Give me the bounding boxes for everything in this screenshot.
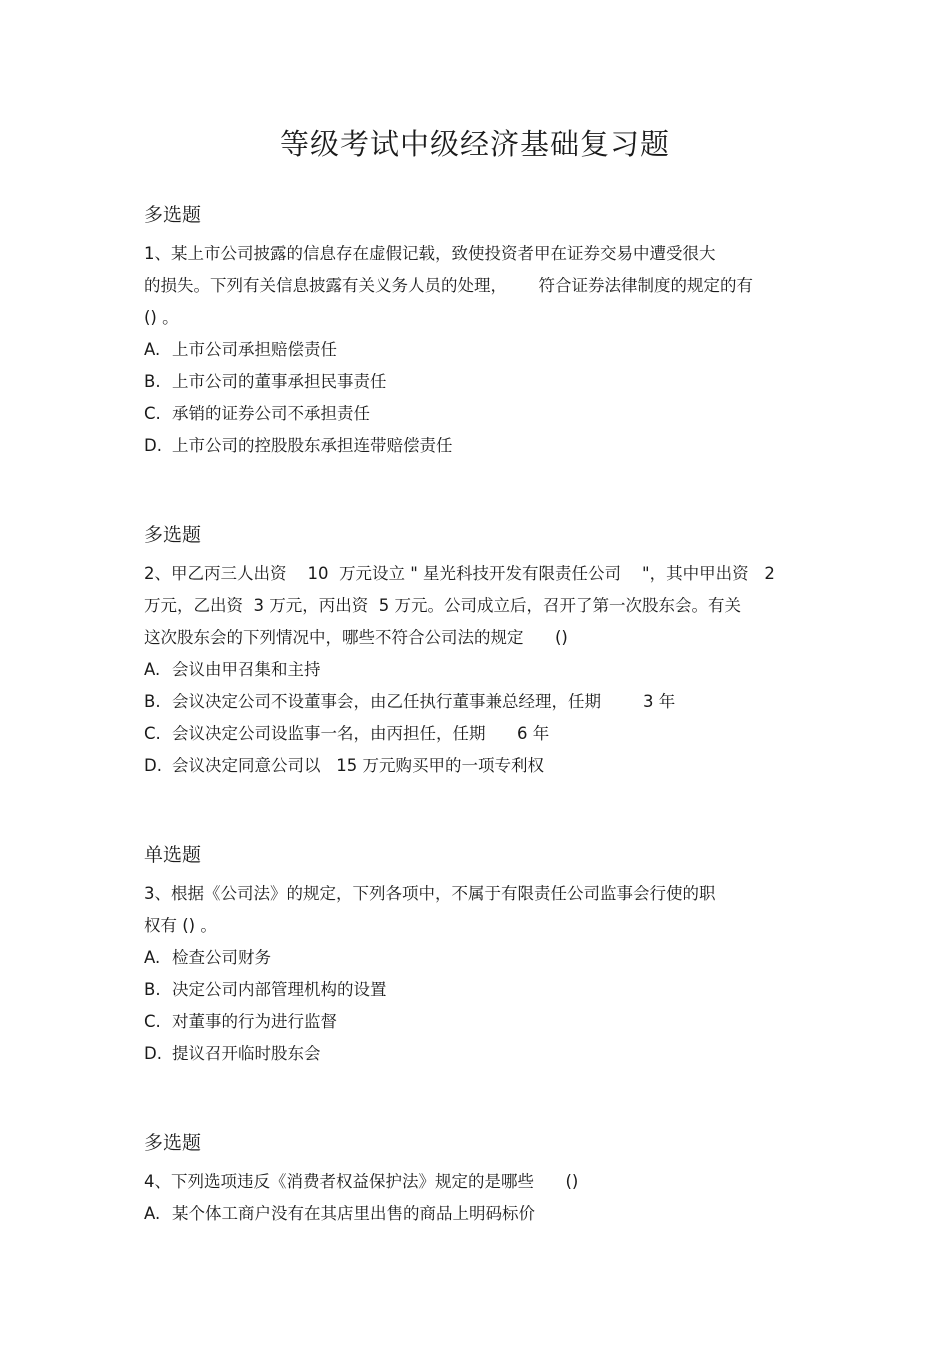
option-a <box>144 334 824 366</box>
question-stem-line: 2、甲乙丙三人出资 10 万元设立 " 星光科技开发有限责任公司 "，其中甲出资 2 <box>144 564 775 583</box>
option-letter: A. <box>144 948 161 967</box>
option-d <box>144 1038 824 1070</box>
question-type: 多选题 <box>144 1132 202 1154</box>
question-stem-line: 这次股东会的下列情况中，哪些不符合公司法的规定 () <box>144 628 568 647</box>
option-d <box>144 430 824 462</box>
question-stem-line: 4、下列选项违反《消费者权益保护法》规定的是哪些 () <box>144 1172 579 1191</box>
question-stem-line: 的损失。下列有关信息披露有关义务人员的处理， 符合证券法律制度的规定的有 <box>144 276 753 295</box>
option-text: 提议召开临时股东会 <box>172 1044 321 1063</box>
question-stem-line: 3、根据《公司法》的规定，下列各项中，不属于有限责任公司监事会行使的职 <box>144 884 716 903</box>
option-letter: A. <box>144 660 161 679</box>
option-letter: B. <box>144 372 161 391</box>
option-text: 决定公司内部管理机构的设置 <box>172 980 387 999</box>
option-letter: C. <box>144 724 161 743</box>
option-text: 上市公司的董事承担民事责任 <box>172 372 387 391</box>
option-letter: D. <box>144 1044 162 1063</box>
option-text: 会议由甲召集和主持 <box>172 660 321 679</box>
question-stem-line: 万元，乙出资 3 万元，丙出资 5 万元。公司成立后，召开了第一次股东会。有关 <box>144 596 741 615</box>
option-text: 会议决定同意公司以 15 万元购买甲的一项专利权 <box>172 756 544 775</box>
option-text: 上市公司的控股股东承担连带赔偿责任 <box>172 436 453 455</box>
option-text: 上市公司承担赔偿责任 <box>172 340 337 359</box>
question-type: 多选题 <box>144 524 202 546</box>
option-letter: D. <box>144 756 162 775</box>
question-type: 多选题 <box>144 204 202 226</box>
option-text: 对董事的行为进行监督 <box>172 1012 337 1031</box>
option-letter: D. <box>144 436 162 455</box>
option-text: 承销的证券公司不承担责任 <box>172 404 370 423</box>
question-stem-line: 1、某上市公司披露的信息存在虚假记载，致使投资者甲在证券交易中遭受很大 <box>144 244 716 263</box>
option-a <box>144 942 824 974</box>
option-text: 会议决定公司不设董事会，由乙任执行董事兼总经理，任期 3 年 <box>172 692 676 711</box>
option-letter: C. <box>144 1012 161 1031</box>
option-letter: B. <box>144 692 161 711</box>
question-type: 单选题 <box>144 844 202 866</box>
question-block-2 <box>144 522 824 782</box>
option-c <box>144 398 824 430</box>
option-letter: A. <box>144 340 161 359</box>
option-b <box>144 366 824 398</box>
option-b <box>144 974 824 1006</box>
question-block-3 <box>144 842 824 1070</box>
option-letter: C. <box>144 404 161 423</box>
option-b <box>144 686 824 718</box>
option-text: 检查公司财务 <box>172 948 271 967</box>
document-title: 等级考试中级经济基础复习题 <box>279 127 670 161</box>
option-text: 某个体工商户没有在其店里出售的商品上明码标价 <box>172 1204 535 1223</box>
option-text: 会议决定公司设监事一名，由丙担任，任期 6 年 <box>172 724 550 743</box>
question-block-1 <box>144 202 824 462</box>
option-a <box>144 1198 824 1230</box>
question-stem-line: () 。 <box>144 308 179 327</box>
option-c <box>144 718 824 750</box>
option-c <box>144 1006 824 1038</box>
option-letter: A. <box>144 1204 161 1223</box>
question-stem-line: 权有 () 。 <box>144 916 217 935</box>
option-a <box>144 654 824 686</box>
option-letter: B. <box>144 980 161 999</box>
option-d <box>144 750 824 782</box>
question-block-4 <box>144 1130 824 1230</box>
